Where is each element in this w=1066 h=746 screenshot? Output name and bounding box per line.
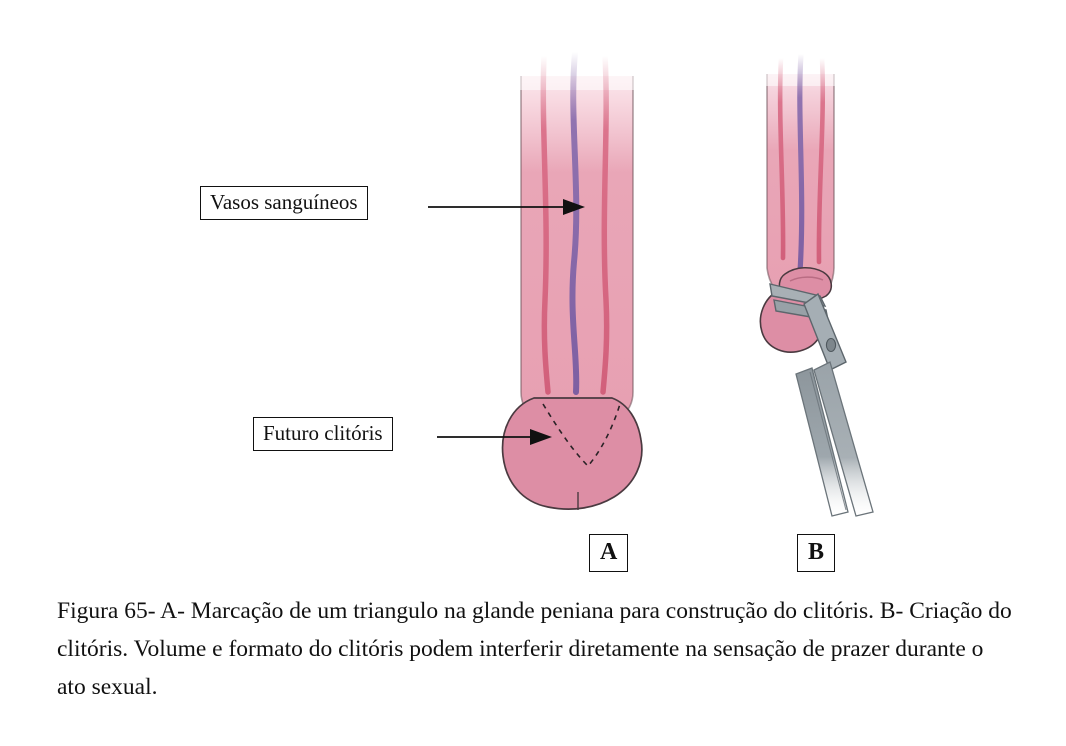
panel-b-illustration bbox=[760, 48, 873, 516]
panel-label-a-text: A bbox=[600, 539, 618, 565]
callout-vasos-sanguineos bbox=[200, 186, 368, 220]
panel-a-illustration bbox=[428, 42, 644, 510]
panel-label-a bbox=[589, 534, 628, 572]
glans-a bbox=[503, 398, 642, 509]
panel-label-b-text: B bbox=[808, 539, 825, 565]
panel-label-b bbox=[797, 534, 835, 572]
callout-label-clitoris: Futuro clitóris bbox=[263, 421, 383, 445]
callout-label-vessels: Vasos sanguíneos bbox=[210, 190, 358, 214]
figure-caption: Figura 65- A- Marcação de um triangulo na glande peniana para construção do clitóris. B- Criação do clitóris. Volume e formato do clitóris podem interferir diretamente na sensação de prazer durante o ato sexual. bbox=[57, 598, 1012, 701]
callout-futuro-clitoris bbox=[253, 417, 393, 451]
clamp-pivot-screw bbox=[826, 339, 835, 352]
blood-vessel-pink-right-a bbox=[603, 56, 607, 392]
blood-vessel-purple-b bbox=[800, 54, 802, 272]
leader-arrow-clitoris bbox=[437, 429, 552, 445]
